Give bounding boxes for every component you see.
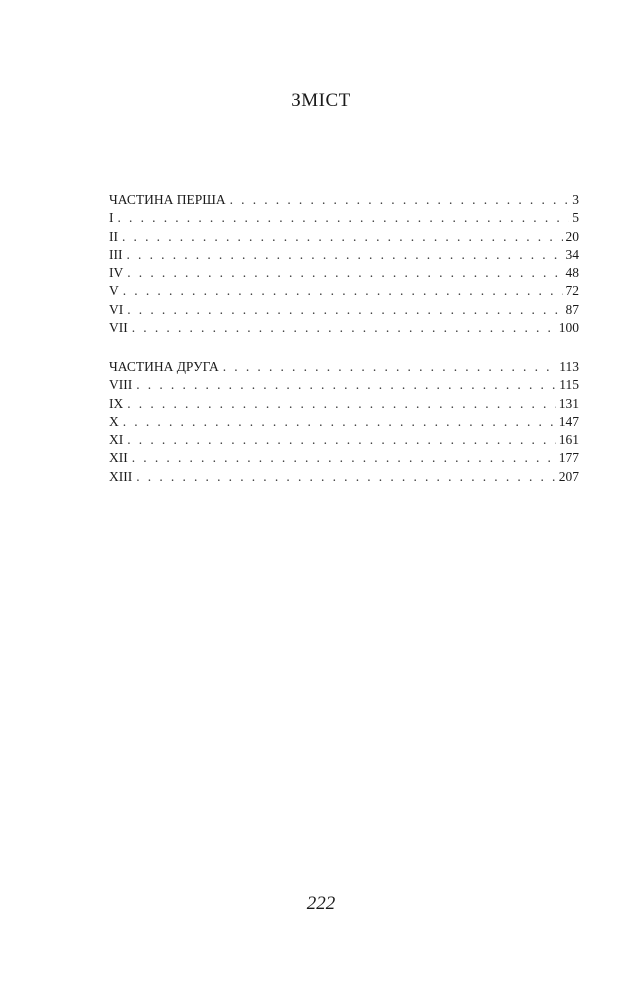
dot-leader	[127, 264, 562, 282]
toc-entry-label: ЧАСТИНА ПЕРША	[109, 192, 226, 207]
toc-entry-chapter-12	[109, 449, 579, 467]
toc-entry-part-two	[109, 358, 579, 376]
dot-leader	[123, 413, 556, 431]
toc-entry-label: III	[109, 246, 123, 262]
toc-entry-chapter-10	[109, 413, 579, 431]
toc-entry-label: XIII	[109, 468, 133, 484]
dot-leader	[230, 191, 570, 209]
toc-entry-page: 3	[572, 192, 579, 207]
page-number: 222	[306, 893, 336, 914]
page-title: ЗМІСТ	[291, 90, 351, 111]
toc-part-two	[109, 358, 579, 486]
toc-entry-label: VIII	[109, 377, 133, 393]
toc-entry-chapter-4	[109, 264, 579, 282]
dot-leader	[136, 376, 556, 394]
toc-entry-chapter-2	[109, 228, 579, 246]
toc-entry-chapter-9	[109, 395, 579, 413]
toc-entry-label: XII	[109, 450, 128, 466]
toc-entry-page: 72	[565, 283, 579, 299]
toc-entry-chapter-8	[109, 376, 579, 394]
toc-entry-page: 34	[565, 246, 579, 262]
toc-entry-label: IX	[109, 395, 124, 411]
dot-leader	[223, 358, 557, 376]
toc-entry-label: VII	[109, 320, 128, 336]
toc-entry-page: 147	[558, 413, 579, 429]
toc-entry-label: I	[109, 210, 114, 226]
toc-entry-label: II	[109, 228, 118, 244]
toc-entry-page: 20	[565, 228, 579, 244]
toc-entry-label: V	[109, 283, 119, 299]
dot-leader	[127, 301, 562, 319]
toc-entry-page: 161	[558, 432, 579, 448]
dot-leader	[127, 395, 556, 413]
dot-leader	[132, 449, 556, 467]
toc-entry-page: 5	[572, 210, 579, 226]
toc-entry-label: IV	[109, 265, 124, 281]
dot-leader	[118, 209, 570, 227]
toc-entry-label: XI	[109, 432, 124, 448]
toc-entry-chapter-5	[109, 282, 579, 300]
dot-leader	[127, 431, 556, 449]
dot-leader	[136, 468, 556, 486]
toc-entry-label: ЧАСТИНА ДРУГА	[109, 359, 219, 374]
toc-entry-page: 48	[565, 265, 579, 281]
toc-entry-label: VI	[109, 301, 124, 317]
toc-entry-page: 87	[565, 301, 579, 317]
toc-entry-part-one	[109, 191, 579, 209]
toc-entry-chapter-7	[109, 319, 579, 337]
toc-entry-chapter-11	[109, 431, 579, 449]
toc-entry-chapter-1	[109, 209, 579, 227]
toc-entry-page: 177	[558, 450, 579, 466]
dot-leader	[122, 228, 563, 246]
dot-leader	[127, 246, 563, 264]
toc-entry-chapter-13	[109, 468, 579, 486]
toc-entry-page: 113	[559, 359, 579, 374]
toc-entry-page: 207	[558, 468, 579, 484]
dot-leader	[132, 319, 556, 337]
dot-leader	[123, 282, 563, 300]
toc-entry-chapter-3	[109, 246, 579, 264]
toc-entry-page: 100	[558, 320, 579, 336]
toc-entry-chapter-6	[109, 301, 579, 319]
toc-entry-page: 115	[559, 377, 579, 393]
toc-entry-label: X	[109, 413, 119, 429]
toc-part-one	[109, 191, 579, 337]
toc-entry-page: 131	[558, 395, 579, 411]
